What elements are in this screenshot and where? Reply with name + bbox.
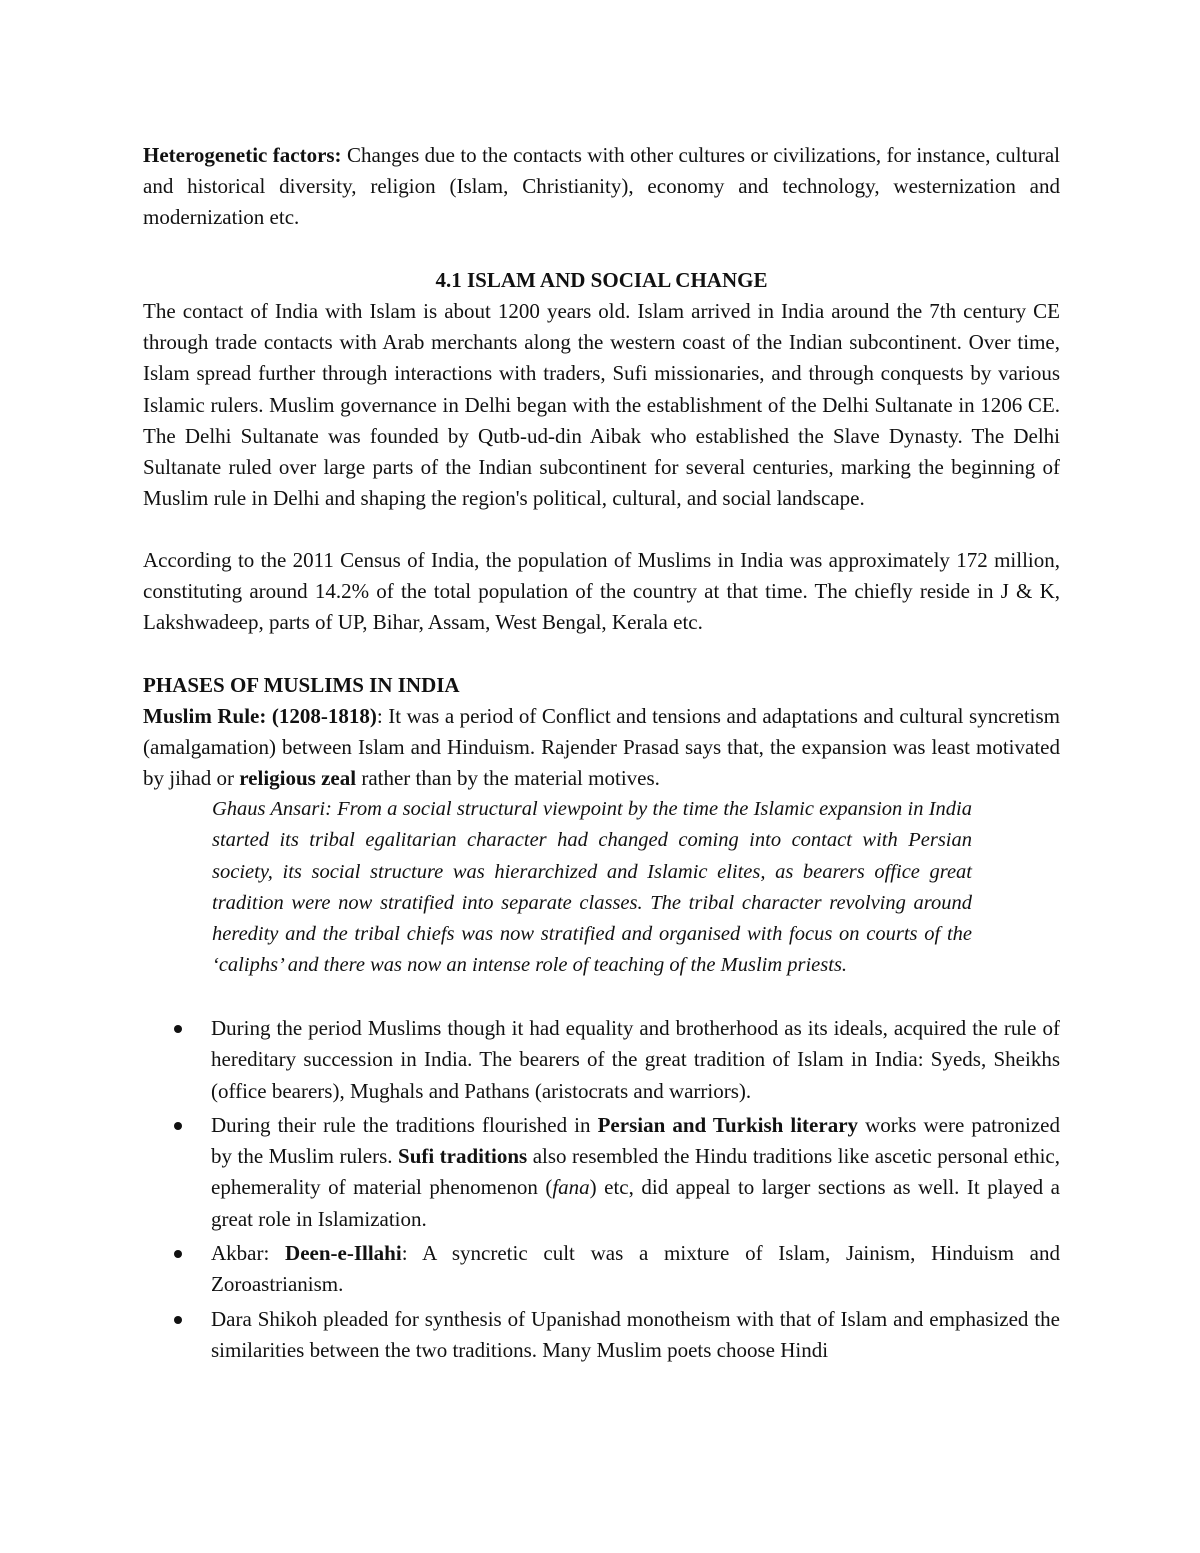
fana-term: fana <box>552 1175 590 1200</box>
bullet-icon <box>174 1316 182 1324</box>
intro-paragraph: The contact of India with Islam is about 1200 years old. Islam arrived in India around the 7th century CE through trade contacts with Arab merchants along the western coast of the Indian subcontinent. Over time, Islam spread further through interactions with traders, Sufi missionaries, and through conquests by various Islamic rulers. Muslim governance in Delhi began with the establishment of the Delhi Sultanate in 1206 CE. The Delhi Sultanate was founded by Qutb-ud-din Aibak who established the Slave Dynasty. The Delhi Sultanate ruled over large parts of the Indian subcontinent for several centuries, marking the beginning of Muslim rule in Delhi and shaping the region's political, cultural, and social landscape. <box>143 299 1060 511</box>
list-item <box>143 1110 1060 1235</box>
bullet-icon <box>174 1250 182 1258</box>
persian-turkish-term: Persian and Turkish literary <box>597 1112 859 1137</box>
section-title: 4.1 ISLAM AND SOCIAL CHANGE <box>435 268 768 292</box>
census-paragraph: According to the 2011 Census of India, the population of Muslims in India was approximately 172 million, constituting around 14.2% of the total population of the country at that time. The chiefly reside in J & K, Lakshwadeep, parts of UP, Bihar, Assam, West Bengal, Kerala etc. <box>143 548 1060 635</box>
bullet-text: works were patronized by the Muslim rulers. <box>211 1112 1060 1169</box>
muslim-rule-label: Muslim Rule: (1208-1818) <box>143 704 377 728</box>
list-item <box>143 1238 1060 1301</box>
bullet-icon <box>174 1122 182 1130</box>
bullet-text: : A syncretic cult was a mixture of Islam, Jainism, Hinduism and Zoroastrianism. <box>211 1241 1060 1297</box>
list-item <box>143 1013 1060 1107</box>
phases-heading: PHASES OF MUSLIMS IN INDIA <box>143 673 460 697</box>
deen-e-illahi-term: Deen-e-Illahi <box>285 1241 402 1266</box>
muslim-rule-text-end: rather than by the material motives. <box>356 766 660 791</box>
sufi-traditions-term: Sufi traditions <box>398 1144 528 1169</box>
bullet-text: Dara Shikoh pleaded for synthesis of Upanishad monotheism with that of Islam and emphasized the similarities between the two traditions. Many Muslim poets choose Hindi <box>211 1306 1060 1362</box>
bullet-list <box>143 1013 1060 1369</box>
heterogenetic-label: Heterogenetic factors: <box>143 143 342 167</box>
muslim-rule-paragraph <box>143 701 1060 795</box>
bullet-text: During the period Muslims though it had equality and brotherhood as its ideals, acquired the rule of hereditary succession in India. The bearers of the great tradition of Islam in India: Syeds, Sheikhs (office bearers), Mughals and Pathans (aristocrats and warriors). <box>211 1016 1060 1103</box>
heterogenetic-paragraph <box>143 140 1060 234</box>
bullet-text: During their rule the traditions flourished in <box>211 1112 598 1137</box>
ghaus-ansari-quote: Ghaus Ansari: From a social structural viewpoint by the time the Islamic expansion in India started its tribal egalitarian character had changed coming into contact with Persian society, its social structure was hierarchized and Islamic elites, as bearers office great tradition were now stratified into separate classes. The tribal character revolving around heredity and the tribal chiefs was now stratified and organised with focus on courts of the ‘caliphs’ and there was now an intense role of teaching of the Muslim priests. <box>212 798 972 977</box>
bullet-text: ) etc, did appeal to larger sections as well. It played a great role in Islamization. <box>211 1175 1060 1231</box>
bullet-text: Akbar: <box>211 1241 286 1266</box>
bullet-icon <box>174 1025 182 1033</box>
religious-zeal-term: religious zeal <box>239 766 357 791</box>
list-item <box>143 1304 1060 1367</box>
bullet-text: also resembled the Hindu traditions like ascetic personal ethic, ephemerality of material phenomenon ( <box>211 1144 1060 1200</box>
muslim-rule-text: : It was a period of Conflict and tensions and adaptations and cultural syncretism (amalgamation) between Islam and Hinduism. Rajender Prasad says that, the expansion was least motivated by jihad or <box>143 704 1061 791</box>
heterogenetic-text: Changes due to the contacts with other cultures or civilizations, for instance, cultural and historical diversity, religion (Islam, Christianity), economy and technology, westernization and modernization etc. <box>143 143 1060 230</box>
